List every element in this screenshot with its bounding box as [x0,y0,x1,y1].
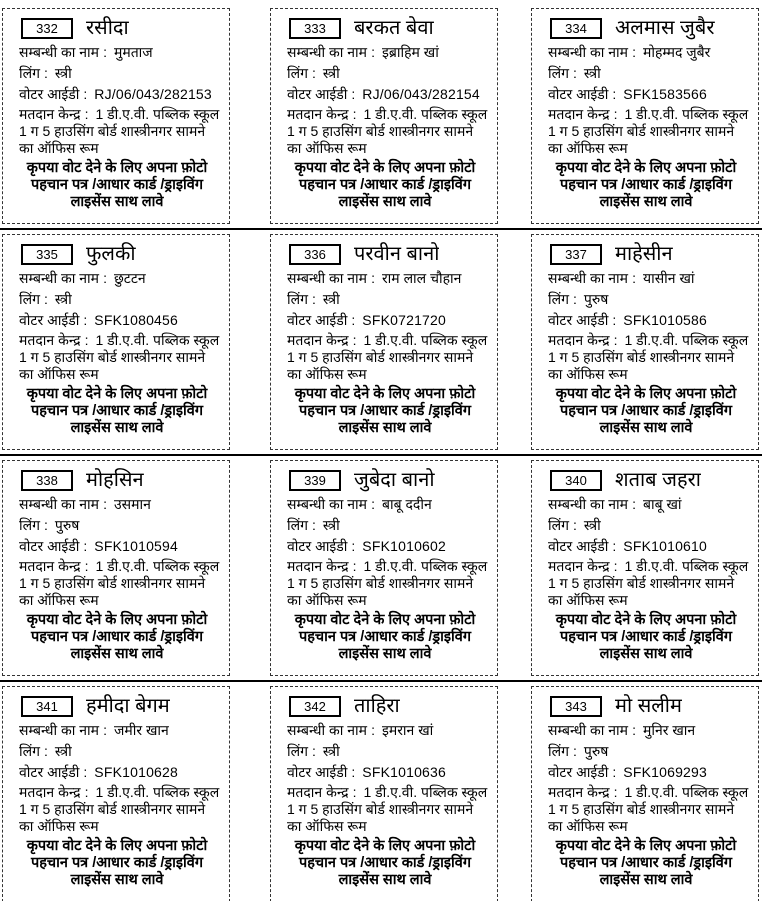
polling-booth-label: मतदान केन्द्र [287,558,349,575]
relative-name-value: इब्राहिम खां [381,44,439,60]
colon-separator: : [351,311,356,328]
gender-field [548,291,752,308]
relative-name-field [287,44,491,61]
voter-slip-card [531,460,759,676]
polling-booth-field [19,784,223,834]
relative-name-value: यासीन खां [642,270,695,286]
voter-name: परवीन बानो [354,243,440,265]
relative-name-label: सम्बन्धी का नाम [19,44,100,60]
colon-separator: : [613,558,618,575]
serial-number: 333 [304,20,326,36]
relative-name-field [19,270,223,287]
polling-booth-label: मतदान केन्द्र [548,784,610,801]
voter-id-field [19,764,223,781]
voter-id-value: SFK0721720 [362,311,447,328]
polling-booth-field [19,558,223,608]
gender-label: लिंग [19,290,40,307]
polling-booth-value: 1 डी.ए.वी. पब्लिक स्कूल 1 ग 5 हाउसिंग बोर्ड शास्त्रीनगर सामने का ऑफिस रूम [19,558,220,608]
relative-name-value: मुनिर खान [642,722,696,738]
gender-value: स्त्री [322,290,340,307]
colon-separator: : [103,496,107,512]
serial-number-box [21,18,73,39]
polling-booth-label: मतदान केन्द्र [287,784,349,801]
serial-number: 340 [565,472,587,488]
gender-value: पुरुष [54,516,80,533]
polling-booth-label: मतदान केन्द्र [287,332,349,349]
colon-separator: : [84,558,89,575]
photo-id-notice: कृपया वोट देने के लिए अपना फ़ोटो पहचान पत्र /आधार कार्ड /ड्राइविंग लाइसेंस साथ लावे [26,159,208,210]
photo-id-notice: कृपया वोट देने के लिए अपना फ़ोटो पहचान पत्र /आधार कार्ड /ड्राइविंग लाइसेंस साथ लावे [294,159,476,210]
polling-booth-field [548,106,752,156]
card-header [21,468,223,492]
voter-id-field [287,764,491,781]
gender-value: स्त्री [583,64,601,81]
serial-number-box [550,244,602,265]
colon-separator: : [573,64,577,81]
gender-label: लिंग [287,290,308,307]
colon-separator: : [84,784,89,801]
relative-name-field [19,496,223,513]
voter-id-field [287,538,491,555]
colon-separator: : [103,722,107,738]
voter-slip-grid [0,8,762,901]
voter-id-field [19,538,223,555]
card-header [289,468,491,492]
gender-label: लिंग [287,516,308,533]
voter-id-label: वोटर आईडी [287,763,348,780]
colon-separator: : [352,784,357,801]
polling-booth-field [287,332,491,382]
voter-id-field [287,312,491,329]
photo-id-notice: कृपया वोट देने के लिए अपना फ़ोटो पहचान पत्र /आधार कार्ड /ड्राइविंग लाइसेंस साथ लावे [26,385,208,436]
row-separator [0,454,762,456]
polling-booth-value: 1 डी.ए.वी. पब्लिक स्कूल 1 ग 5 हाउसिंग बोर्ड शास्त्रीनगर सामने का ऑफिस रूम [548,784,749,834]
voter-name: फुलकी [86,243,136,265]
voter-slip-card [2,460,230,676]
voter-name: मो सलीम [615,695,682,717]
colon-separator: : [351,85,356,102]
gender-label: लिंग [548,64,569,81]
relative-name-value: इमरान खां [381,722,434,738]
polling-booth-value: 1 डी.ए.वी. पब्लिक स्कूल 1 ग 5 हाउसिंग बोर्ड शास्त्रीनगर सामने का ऑफिस रूम [287,332,488,382]
voter-id-field [548,538,752,555]
colon-separator: : [352,558,357,575]
card-header [289,694,491,718]
voter-id-value: SFK1583566 [623,85,708,102]
gender-label: लिंग [548,516,569,533]
relative-name-field [548,496,752,513]
colon-separator: : [573,290,577,307]
polling-booth-field [287,558,491,608]
voter-id-field [19,312,223,329]
gender-value: पुरुष [583,742,609,759]
card-header [550,16,752,40]
colon-separator: : [371,722,375,738]
photo-id-notice: कृपया वोट देने के लिए अपना फ़ोटो पहचान पत्र /आधार कार्ड /ड्राइविंग लाइसेंस साथ लावे [555,611,737,662]
relative-name-value: मोहम्मद जुबैर [642,44,711,60]
colon-separator: : [312,516,316,533]
card-header [550,242,752,266]
serial-number-box [550,470,602,491]
voter-slip-card [2,686,230,901]
colon-separator: : [632,496,636,512]
relative-name-field [19,722,223,739]
polling-booth-field [19,106,223,156]
colon-separator: : [352,332,357,349]
gender-label: लिंग [287,742,308,759]
polling-booth-value: 1 डी.ए.वी. पब्लिक स्कूल 1 ग 5 हाउसिंग बोर्ड शास्त्रीनगर सामने का ऑफिस रूम [287,106,488,156]
serial-number: 339 [304,472,326,488]
voter-name: ताहिरा [354,695,400,717]
voter-id-field [548,312,752,329]
polling-booth-label: मतदान केन्द्र [19,332,81,349]
gender-value: स्त्री [54,742,72,759]
card-header [289,16,491,40]
relative-name-field [548,722,752,739]
relative-name-value: उसमान [113,496,151,512]
gender-value: स्त्री [322,516,340,533]
polling-booth-field [548,558,752,608]
card-header [289,242,491,266]
colon-separator: : [312,290,316,307]
voter-slip-card [531,234,759,450]
voter-id-value: RJ/06/043/282154 [362,85,480,102]
gender-label: लिंग [548,290,569,307]
gender-field [287,291,491,308]
colon-separator: : [612,763,617,780]
serial-number: 338 [36,472,58,488]
serial-number-box [21,696,73,717]
colon-separator: : [632,44,636,60]
colon-separator: : [371,496,375,512]
gender-label: लिंग [19,64,40,81]
colon-separator: : [573,516,577,533]
card-header [21,16,223,40]
polling-booth-value: 1 डी.ए.वी. पब्लिक स्कूल 1 ग 5 हाउसिंग बोर्ड शास्त्रीनगर सामने का ऑफिस रूम [287,558,488,608]
polling-booth-label: मतदान केन्द्र [19,558,81,575]
polling-booth-value: 1 डी.ए.वी. पब्लिक स्कूल 1 ग 5 हाउसिंग बोर्ड शास्त्रीनगर सामने का ऑफिस रूम [548,558,749,608]
serial-number: 336 [304,246,326,262]
gender-value: स्त्री [322,64,340,81]
relative-name-label: सम्बन्धी का नाम [19,496,100,512]
serial-number-box [550,696,602,717]
voter-id-label: वोटर आईडी [19,85,80,102]
gender-label: लिंग [548,742,569,759]
gender-field [287,65,491,82]
colon-separator: : [371,270,375,286]
relative-name-field [287,496,491,513]
polling-booth-label: मतदान केन्द्र [548,106,610,123]
voter-id-value: RJ/06/043/282153 [94,85,212,102]
voter-id-label: वोटर आईडी [548,311,609,328]
relative-name-label: सम्बन्धी का नाम [548,44,629,60]
voter-id-value: SFK1010594 [94,537,179,554]
serial-number: 342 [304,698,326,714]
voter-slip-card [270,8,498,224]
gender-field [19,65,223,82]
gender-field [19,743,223,760]
polling-booth-field [287,784,491,834]
photo-id-notice: कृपया वोट देने के लिए अपना फ़ोटो पहचान पत्र /आधार कार्ड /ड्राइविंग लाइसेंस साथ लावे [294,837,476,888]
colon-separator: : [351,537,356,554]
voter-id-label: वोटर आईडी [287,537,348,554]
colon-separator: : [44,742,48,759]
colon-separator: : [613,106,618,123]
serial-number-box [289,470,341,491]
colon-separator: : [613,332,618,349]
voter-name: अलमास जुबैर [615,17,715,39]
polling-booth-value: 1 डी.ए.वी. पब्लिक स्कूल 1 ग 5 हाउसिंग बोर्ड शास्त्रीनगर सामने का ऑफिस रूम [287,784,488,834]
voter-id-value: SFK1010636 [362,763,447,780]
colon-separator: : [612,537,617,554]
colon-separator: : [83,537,88,554]
serial-number: 341 [36,698,58,714]
serial-number-box [550,18,602,39]
serial-number-box [289,244,341,265]
colon-separator: : [613,784,618,801]
voter-id-label: वोटर आईडी [287,311,348,328]
colon-separator: : [83,311,88,328]
gender-field [548,743,752,760]
voter-id-label: वोटर आईडी [19,537,80,554]
card-header [21,694,223,718]
colon-separator: : [44,516,48,533]
card-header [550,694,752,718]
serial-number: 335 [36,246,58,262]
colon-separator: : [632,270,636,286]
voter-id-value: SFK1010586 [623,311,708,328]
gender-label: लिंग [19,516,40,533]
photo-id-notice: कृपया वोट देने के लिए अपना फ़ोटो पहचान पत्र /आधार कार्ड /ड्राइविंग लाइसेंस साथ लावे [555,159,737,210]
voter-name: हमीदा बेगम [86,695,170,717]
voter-id-value: SFK1080456 [94,311,179,328]
polling-booth-value: 1 डी.ए.वी. पब्लिक स्कूल 1 ग 5 हाउसिंग बोर्ड शास्त्रीनगर सामने का ऑफिस रूम [548,332,749,382]
voter-name: बरकत बेवा [354,17,434,39]
photo-id-notice: कृपया वोट देने के लिए अपना फ़ोटो पहचान पत्र /आधार कार्ड /ड्राइविंग लाइसेंस साथ लावे [555,385,737,436]
card-header [550,468,752,492]
colon-separator: : [83,85,88,102]
photo-id-notice: कृपया वोट देने के लिए अपना फ़ोटो पहचान पत्र /आधार कार्ड /ड्राइविंग लाइसेंस साथ लावे [555,837,737,888]
row-separator [0,228,762,230]
relative-name-label: सम्बन्धी का नाम [548,270,629,286]
photo-id-notice: कृपया वोट देने के लिए अपना फ़ोटो पहचान पत्र /आधार कार्ड /ड्राइविंग लाइसेंस साथ लावे [26,837,208,888]
voter-id-value: SFK1069293 [623,763,708,780]
voter-id-label: वोटर आईडी [548,85,609,102]
gender-field [548,517,752,534]
relative-name-value: मुमताज [113,44,153,60]
relative-name-label: सम्बन्धी का नाम [19,270,100,286]
voter-name: शताब जहरा [615,469,701,491]
polling-booth-field [19,332,223,382]
colon-separator: : [632,722,636,738]
voter-slip-card [270,686,498,901]
colon-separator: : [312,742,316,759]
relative-name-value: जमीर खान [113,722,169,738]
voter-name: मोहसिन [86,469,144,491]
voter-name: जुबेदा बानो [354,469,435,491]
gender-value: स्त्री [583,516,601,533]
gender-label: लिंग [19,742,40,759]
voter-id-value: SFK1010628 [94,763,179,780]
voter-id-label: वोटर आईडी [287,85,348,102]
relative-name-label: सम्बन्धी का नाम [287,44,368,60]
gender-value: स्त्री [54,290,72,307]
polling-booth-label: मतदान केन्द्र [19,106,81,123]
serial-number: 337 [565,246,587,262]
gender-field [19,291,223,308]
voter-slip-card [531,8,759,224]
relative-name-label: सम्बन्धी का नाम [287,722,368,738]
gender-field [548,65,752,82]
gender-value: स्त्री [54,64,72,81]
colon-separator: : [44,290,48,307]
relative-name-value: बाबू खां [642,496,682,512]
voter-slip-card [270,234,498,450]
relative-name-label: सम्बन्धी का नाम [287,270,368,286]
photo-id-notice: कृपया वोट देने के लिए अपना फ़ोटो पहचान पत्र /आधार कार्ड /ड्राइविंग लाइसेंस साथ लावे [294,385,476,436]
voter-id-field [19,86,223,103]
colon-separator: : [312,64,316,81]
polling-booth-field [548,784,752,834]
relative-name-label: सम्बन्धी का नाम [287,496,368,512]
serial-number-box [21,470,73,491]
polling-booth-value: 1 डी.ए.वी. पब्लिक स्कूल 1 ग 5 हाउसिंग बोर्ड शास्त्रीनगर सामने का ऑफिस रूम [19,784,220,834]
relative-name-label: सम्बन्धी का नाम [548,722,629,738]
polling-booth-value: 1 डी.ए.वी. पब्लिक स्कूल 1 ग 5 हाउसिंग बोर्ड शास्त्रीनगर सामने का ऑफिस रूम [548,106,749,156]
gender-value: स्त्री [322,742,340,759]
relative-name-field [548,270,752,287]
voter-id-label: वोटर आईडी [19,311,80,328]
serial-number: 332 [36,20,58,36]
polling-booth-value: 1 डी.ए.वी. पब्लिक स्कूल 1 ग 5 हाउसिंग बोर्ड शास्त्रीनगर सामने का ऑफिस रूम [19,106,220,156]
polling-booth-value: 1 डी.ए.वी. पब्लिक स्कूल 1 ग 5 हाउसिंग बोर्ड शास्त्रीनगर सामने का ऑफिस रूम [19,332,220,382]
gender-label: लिंग [287,64,308,81]
colon-separator: : [84,332,89,349]
gender-field [19,517,223,534]
colon-separator: : [612,311,617,328]
serial-number-box [289,696,341,717]
relative-name-label: सम्बन्धी का नाम [19,722,100,738]
voter-slip-card [270,460,498,676]
polling-booth-field [287,106,491,156]
gender-field [287,517,491,534]
voter-slip-card [2,234,230,450]
relative-name-value: बाबू ददीन [381,496,432,512]
voter-id-field [548,764,752,781]
photo-id-notice: कृपया वोट देने के लिए अपना फ़ोटो पहचान पत्र /आधार कार्ड /ड्राइविंग लाइसेंस साथ लावे [26,611,208,662]
colon-separator: : [84,106,89,123]
relative-name-field [287,270,491,287]
colon-separator: : [103,44,107,60]
polling-booth-label: मतदान केन्द्र [19,784,81,801]
voter-slip-card [2,8,230,224]
voter-id-value: SFK1010610 [623,537,708,554]
colon-separator: : [371,44,375,60]
gender-field [287,743,491,760]
polling-booth-field [548,332,752,382]
colon-separator: : [573,742,577,759]
colon-separator: : [103,270,107,286]
colon-separator: : [612,85,617,102]
serial-number: 334 [565,20,587,36]
relative-name-value: छुटटन [113,270,146,286]
colon-separator: : [351,763,356,780]
voter-name: रसीदा [86,17,129,39]
colon-separator: : [44,64,48,81]
voter-name: माहेसीन [615,243,673,265]
row-separator [0,680,762,682]
serial-number-box [21,244,73,265]
polling-booth-label: मतदान केन्द्र [548,332,610,349]
voter-id-label: वोटर आईडी [548,763,609,780]
serial-number: 343 [565,698,587,714]
voter-id-field [548,86,752,103]
gender-value: पुरुष [583,290,609,307]
photo-id-notice: कृपया वोट देने के लिए अपना फ़ोटो पहचान पत्र /आधार कार्ड /ड्राइविंग लाइसेंस साथ लावे [294,611,476,662]
voter-id-field [287,86,491,103]
colon-separator: : [352,106,357,123]
voter-slip-card [531,686,759,901]
relative-name-field [19,44,223,61]
voter-id-value: SFK1010602 [362,537,447,554]
relative-name-label: सम्बन्धी का नाम [548,496,629,512]
relative-name-field [287,722,491,739]
relative-name-value: राम लाल चौहान [381,270,462,286]
card-header [21,242,223,266]
voter-id-label: वोटर आईडी [548,537,609,554]
polling-booth-label: मतदान केन्द्र [548,558,610,575]
voter-id-label: वोटर आईडी [19,763,80,780]
relative-name-field [548,44,752,61]
colon-separator: : [83,763,88,780]
serial-number-box [289,18,341,39]
polling-booth-label: मतदान केन्द्र [287,106,349,123]
